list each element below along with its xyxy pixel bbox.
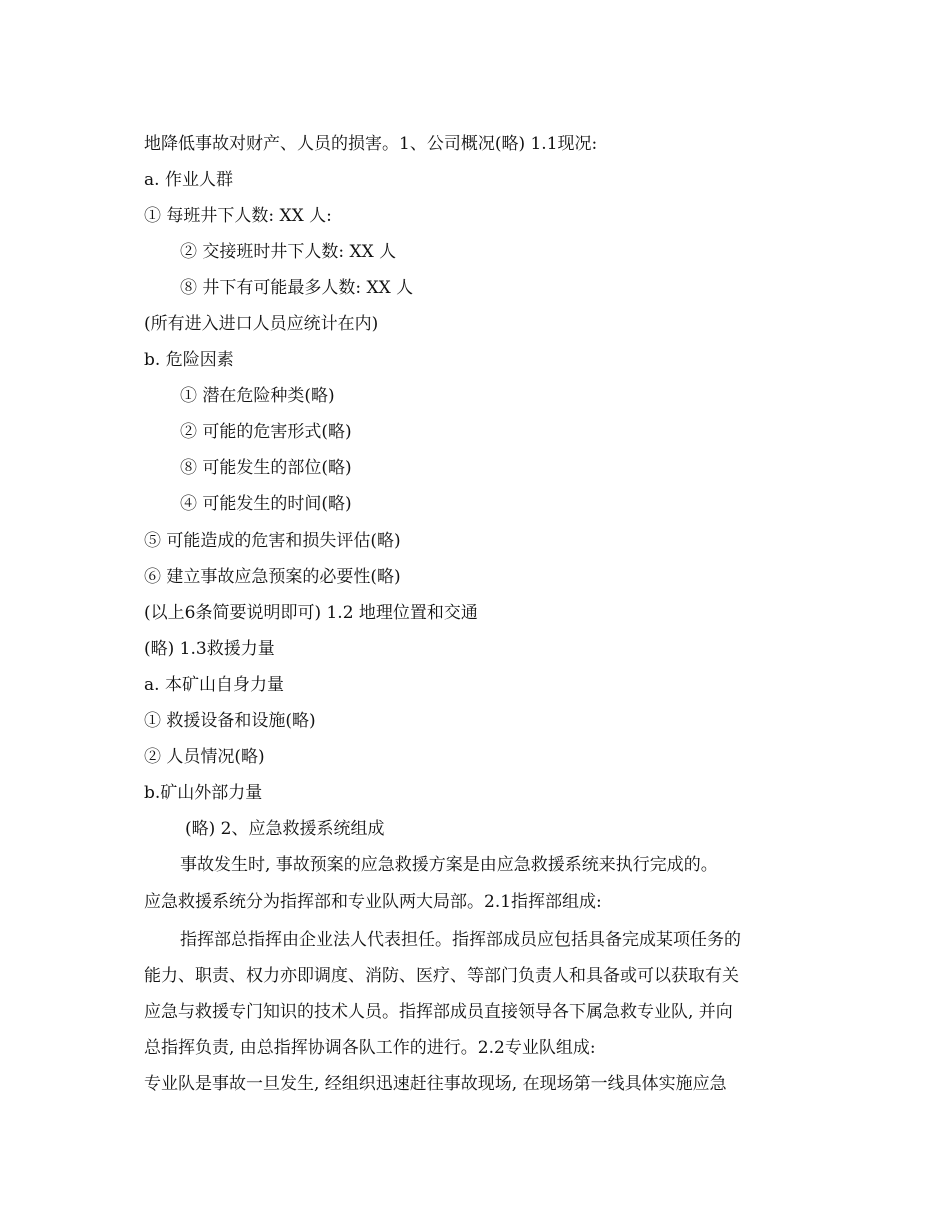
text-line: ① 潜在危险种类(略) [180,386,335,406]
text-line: ④ 可能发生的时间(略) [180,494,352,514]
text-line: 能力、职责、权力亦即调度、消防、医疗、等部门负责人和具备或可以获取有关 [144,966,739,986]
text-line: ⑧ 井下有可能最多人数: XX 人 [180,278,414,298]
text-line: 应急救援系统分为指挥部和专业队两大局部。2.1指挥部组成: [144,892,602,912]
text-line: ① 救援设备和设施(略) [144,711,316,731]
text-line: (所有进入进口人员应统计在内) [144,314,379,334]
text-line: 总指挥负责, 由总指挥协调各队工作的进行。2.2专业队组成: [144,1038,596,1058]
text-line: ② 可能的危害形式(略) [180,422,352,442]
text-line: 应急与救援专门知识的技术人员。指挥部成员直接领导各下属急救专业队, 并向 [144,1002,733,1022]
text-line: ① 每班井下人数: XX 人: [144,206,332,226]
text-line: a. 本矿山自身力量 [144,675,284,695]
text-line: ⑥ 建立事故应急预案的必要性(略) [144,567,401,587]
text-line: 专业队是事故一旦发生, 经组织迅速赶往事故现场, 在现场第一线具体实施应急 [144,1074,727,1094]
text-line: (略) 2、应急救援系统组成 [185,819,385,839]
text-line: 地降低事故对财产、人员的损害。1、公司概况(略) 1.1现况: [144,134,598,154]
text-line: (以上6条简要说明即可) 1.2 地理位置和交通 [144,603,478,623]
text-line: ⑤ 可能造成的危害和损失评估(略) [144,531,401,551]
text-line: b.矿山外部力量 [144,783,263,803]
text-line: ② 人员情况(略) [144,747,265,767]
text-line: b. 危险因素 [144,350,234,370]
text-line: a. 作业人群 [144,170,233,190]
text-line: 指挥部总指挥由企业法人代表担任。指挥部成员应包括具备完成某项任务的 [180,930,741,950]
text-line: 事故发生时, 事故预案的应急救援方案是由应急救援系统来执行完成的。 [180,855,718,875]
text-line: ⑧ 可能发生的部位(略) [180,458,352,478]
text-line: ② 交接班时井下人数: XX 人 [180,242,397,262]
text-line: (略) 1.3救援力量 [144,639,275,659]
